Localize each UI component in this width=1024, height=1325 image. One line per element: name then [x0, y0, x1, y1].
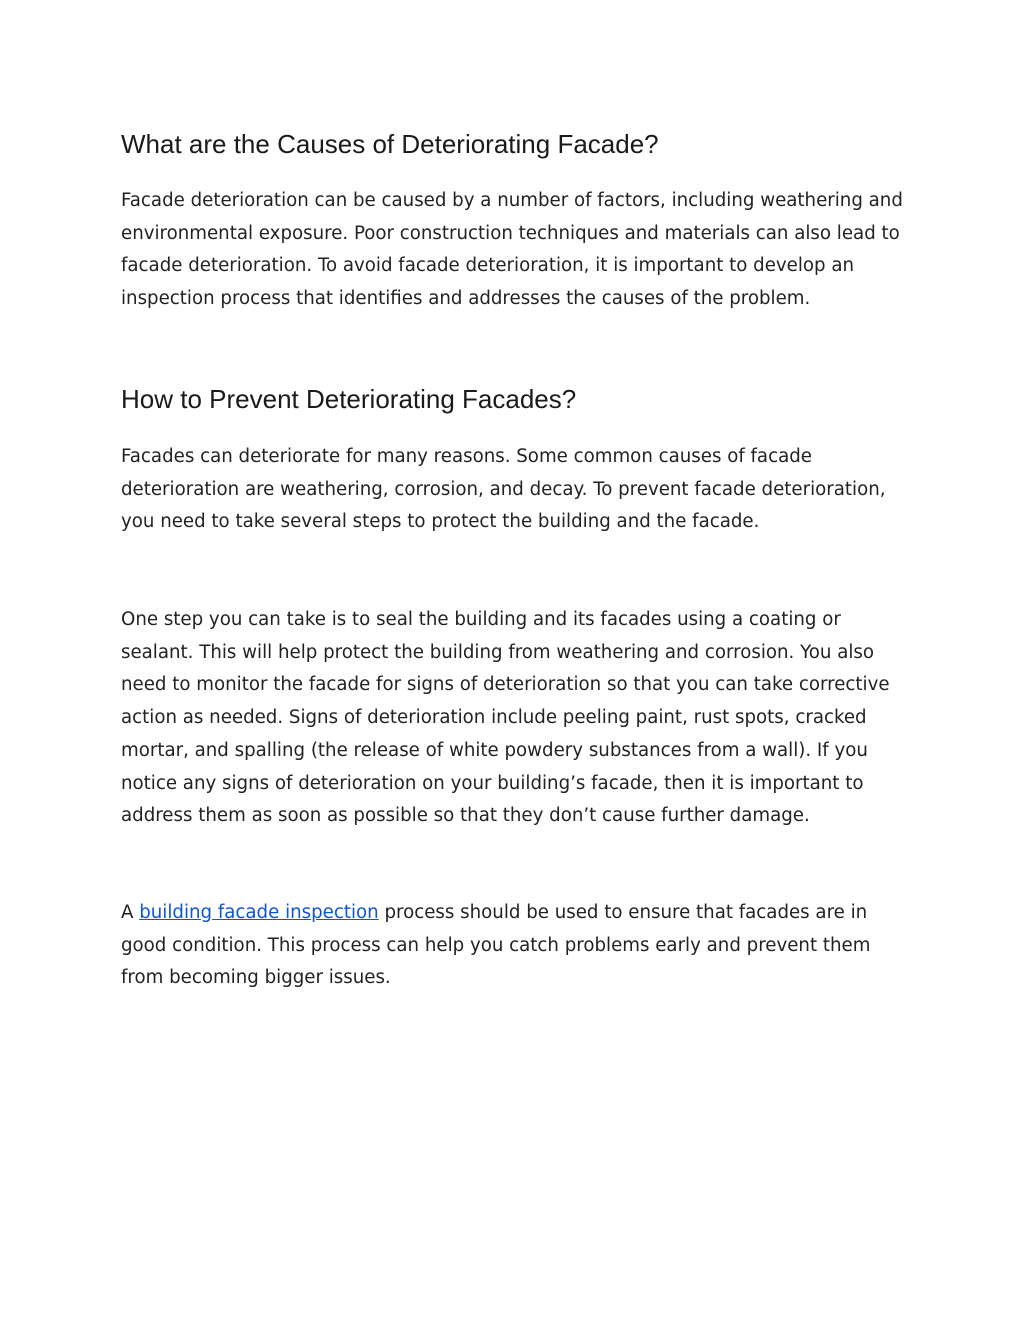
inspection-suffix: process should be used to ensure that facades are in good condition. This process can help you catch problems early and prevent them from becoming bigger issues. [121, 902, 871, 989]
paragraph-causes: Facade deterioration can be caused by a number of factors, including weathering and environmental exposure. Poor construction techniques and materials can also lead to facade deterioration. To avoid facade deterioration, it is important to develop an inspection process that identifies and addresses the causes of the problem. [121, 190, 903, 310]
section-heading-prevent: How to Prevent Deteriorating Facades? [121, 384, 577, 414]
building-facade-inspection-link[interactable]: building facade inspection [139, 902, 379, 923]
inspection-prefix: A [121, 902, 140, 923]
paragraph-inspection [121, 897, 911, 995]
section-heading-causes: What are the Causes of Deteriorating Facade? [121, 129, 659, 159]
paragraph-prevent-steps: One step you can take is to seal the building and its facades using a coating or sealant. This will help protect the building from weathering and corrosion. You also need to monitor the facade for signs of deterioration so that you can take corrective action as needed. Signs of deterioration include peeling paint, rust spots, cracked mortar, and spalling (the release of white powdery substances from a wall). If you notice any signs of deterioration on your building’s facade, then it is important to address them as soon as possible so that they don’t cause further damage. [121, 609, 890, 827]
paragraph-prevent-reasons: Facades can deteriorate for many reasons. Some common causes of facade deterioration are weathering, corrosion, and decay. To prevent facade deterioration, you need to take several steps to protect the building and the facade. [121, 446, 886, 533]
